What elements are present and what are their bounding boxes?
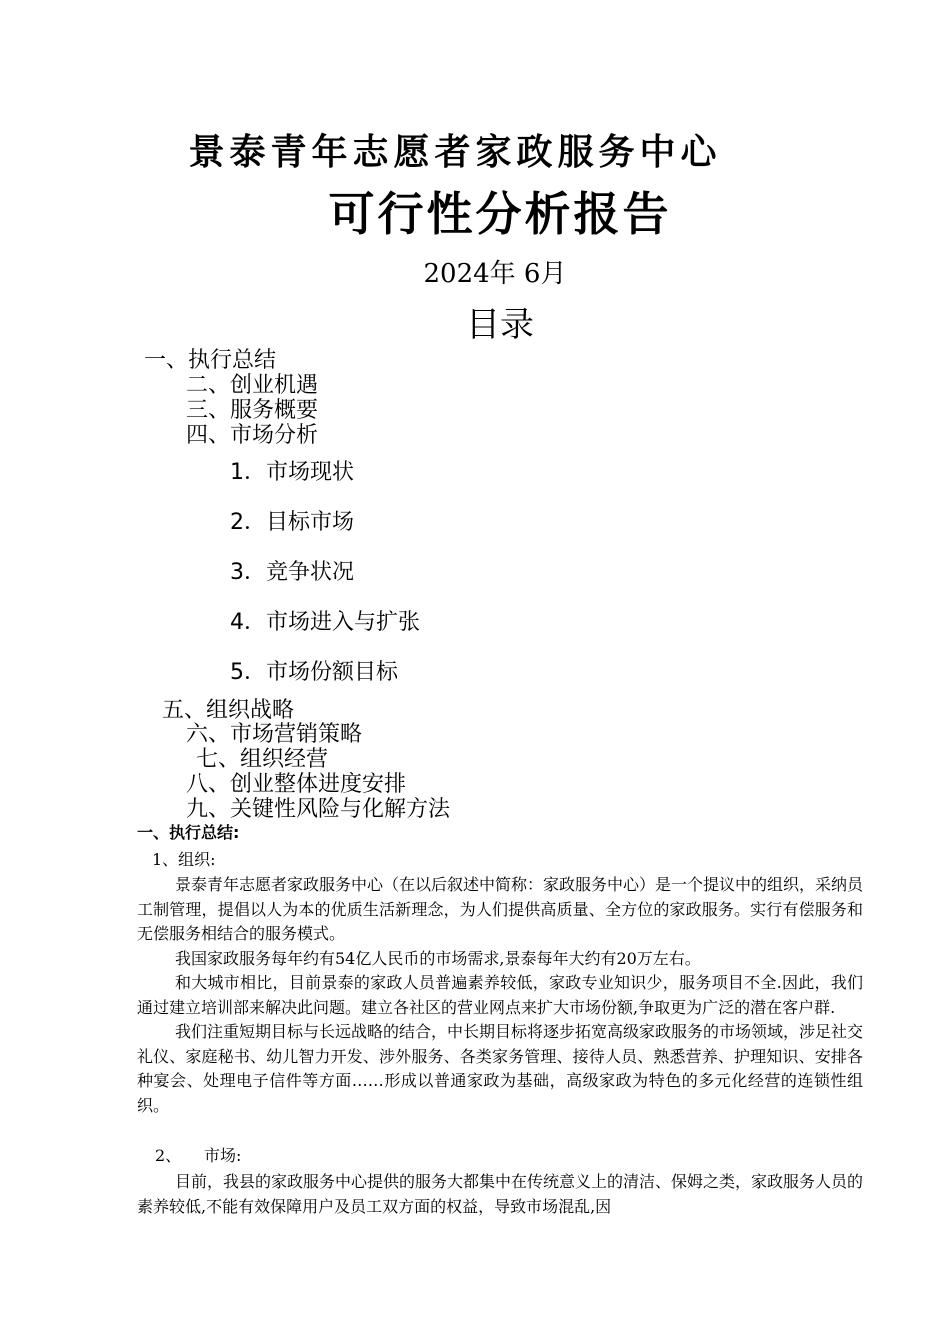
- toc-item-executive-summary: 一、执行总结: [144, 348, 277, 373]
- paragraph: 和大城市相比，目前景泰的家政人员普遍素养较低，家政专业知识少，服务项目不全.因此，我们通过建立培训部来解决此问题。建立各社区的营业网点来扩大市场份额,争取更为广泛的潜在客户群.: [137, 973, 863, 1017]
- toc-item-service-overview: 三、服务概要: [186, 398, 319, 423]
- toc-item-operations: 七、组织经营: [196, 747, 329, 772]
- toc-subitem-market-share: 5．市场份额目标: [230, 660, 398, 685]
- toc-item-organization-strategy: 五、组织战略: [162, 698, 295, 723]
- market-body: [137, 1170, 863, 1219]
- paragraph: 我国家政服务每年约有54亿人民币的市场需求,景泰每年大约有20万左右。: [175, 948, 701, 968]
- toc-item-risks: 九、关键性风险与化解方法: [186, 797, 451, 822]
- section-body: [137, 873, 863, 1118]
- toc-item-schedule: 八、创业整体进度安排: [186, 772, 407, 797]
- subsection-heading-organization: 1、组织:: [152, 850, 216, 869]
- subsection-heading-market: 市场:: [204, 1146, 242, 1165]
- paragraph: 景泰青年志愿者家政服务中心（在以后叙述中简称：家政服务中心）是一个提议中的组织，采纳员工制管理，提倡以人为本的优质生活新理念，为人们提供高质量、全方位的家政服务。实行有偿服务和无偿服务相结合的服务模式。: [137, 875, 864, 943]
- toc-item-market-analysis: 四、市场分析: [186, 423, 319, 448]
- toc-title: 目录: [466, 305, 534, 345]
- toc-item-opportunity: 二、创业机遇: [186, 373, 319, 398]
- toc-subitem-market-status: 1．市场现状: [230, 460, 354, 485]
- document-date: 2024年 6月: [423, 259, 567, 289]
- document-title-line1: 景泰青年志愿者家政服务中心: [188, 131, 722, 173]
- toc-subitem-competition: 3．竞争状况: [230, 560, 354, 585]
- subsection-number-market: 2、: [155, 1146, 182, 1165]
- toc-subitem-market-entry: 4．市场进入与扩张: [230, 610, 420, 635]
- toc-subitem-target-market: 2．目标市场: [230, 510, 354, 535]
- toc-item-marketing-strategy: 六、市场营销策略: [186, 722, 363, 747]
- section-heading-executive-summary: 一、执行总结:: [137, 823, 240, 842]
- document-title-line2: 可行性分析报告: [328, 187, 672, 241]
- paragraph: 目前，我县的家政服务中心提供的服务大都集中在传统意义上的清洁、保姆之类，家政服务人员的素养较低,不能有效保障用户及员工双方面的权益，导致市场混乱,因: [137, 1172, 864, 1216]
- paragraph: 我们注重短期目标与长远战略的结合，中长期目标将逐步拓宽高级家政服务的市场领域，涉足社交礼仪、家庭秘书、幼儿智力开发、涉外服务、各类家务管理、接待人员、熟悉营养、护理知识、安排各种宴会、处理电子信件等方面……形成以普通家政为基础，高级家政为特色的多元化经营的连锁性组织。: [137, 1022, 864, 1115]
